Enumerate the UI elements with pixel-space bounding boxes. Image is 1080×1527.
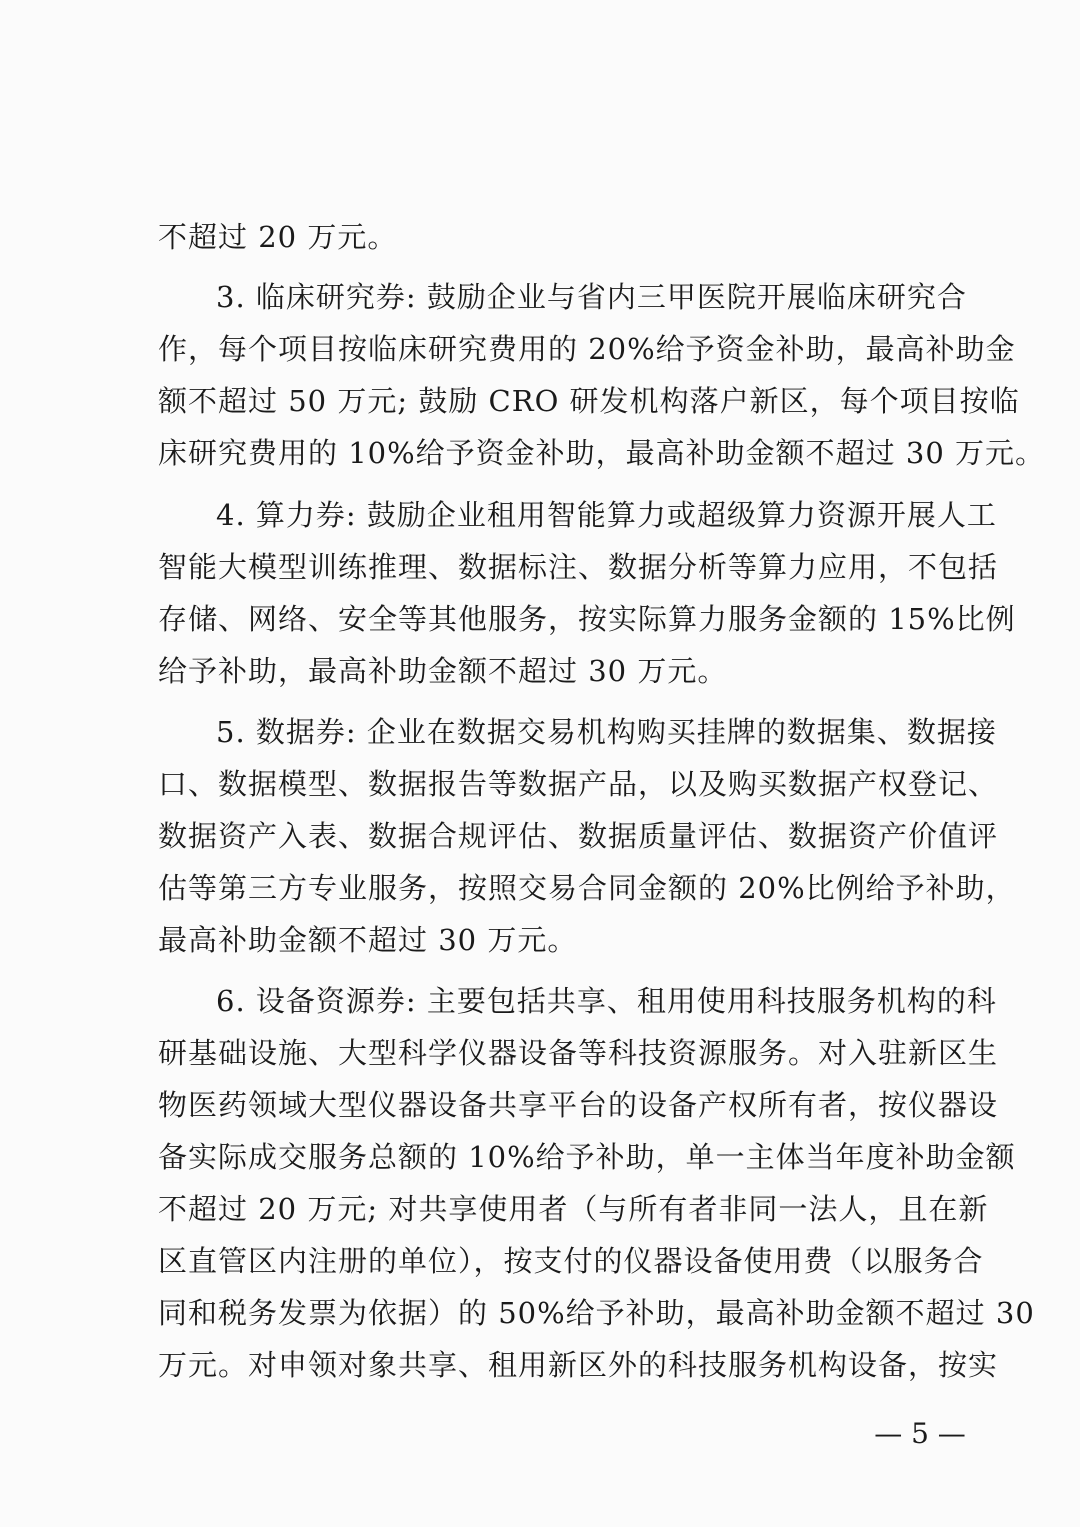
paragraph-equipment-resource-voucher-line: 6. 设备资源券: 主要包括共享、租用使用科技服务机构的科: [216, 984, 997, 1018]
text-line: 研基础设施、大型科学仪器设备等科技资源服务。对入驻新区生: [158, 1036, 999, 1070]
paragraph-data-voucher-line: 5. 数据券: 企业在数据交易机构购买挂牌的数据集、数据接: [216, 715, 997, 749]
text-line: 物医药领域大型仪器设备共享平台的设备产权所有者，按仪器设: [158, 1088, 999, 1122]
text-line: 存储、网络、安全等其他服务，按实际算力服务金额的 15%比例: [158, 602, 1016, 636]
text-line: 不超过 20 万元。: [158, 220, 398, 254]
text-line: 智能大模型训练推理、数据标注、数据分析等算力应用，不包括: [158, 550, 999, 584]
text-line: 备实际成交服务总额的 10%给予补助，单一主体当年度补助金额: [158, 1140, 1016, 1174]
text-line: 床研究费用的 10%给予资金补助，最高补助金额不超过 30 万元。: [158, 436, 1046, 470]
text-line: 区直管区内注册的单位），按支付的仪器设备使用费（以服务合: [158, 1244, 984, 1278]
text-line: 给予补助，最高补助金额不超过 30 万元。: [158, 654, 728, 688]
paragraph-computing-voucher-line: 4. 算力券: 鼓励企业租用智能算力或超级算力资源开展人工: [216, 498, 997, 532]
text-line: 额不超过 50 万元; 鼓励 CRO 研发机构落户新区，每个项目按临: [158, 384, 1020, 418]
text-line: 口、数据模型、数据报告等数据产品，以及购买数据产权登记、: [158, 767, 999, 801]
text-line: 最高补助金额不超过 30 万元。: [158, 923, 578, 957]
text-line: 作，每个项目按临床研究费用的 20%给予资金补助，最高补助金: [158, 332, 1016, 366]
text-line: 数据资产入表、数据合规评估、数据质量评估、数据资产价值评: [158, 819, 999, 853]
paragraph-clinical-research-voucher-line: 3. 临床研究券: 鼓励企业与省内三甲医院开展临床研究合: [216, 280, 967, 314]
text-line: 万元。对申领对象共享、租用新区外的科技服务机构设备，按实: [158, 1348, 999, 1382]
text-line: 不超过 20 万元; 对共享使用者（与所有者非同一法人，且在新: [158, 1192, 989, 1226]
page-number: — 5 —: [874, 1417, 966, 1450]
text-line: 估等第三方专业服务，按照交易合同金额的 20%比例给予补助，: [158, 871, 1016, 905]
text-line: 同和税务发票为依据）的 50%给予补助，最高补助金额不超过 30: [158, 1296, 1035, 1330]
